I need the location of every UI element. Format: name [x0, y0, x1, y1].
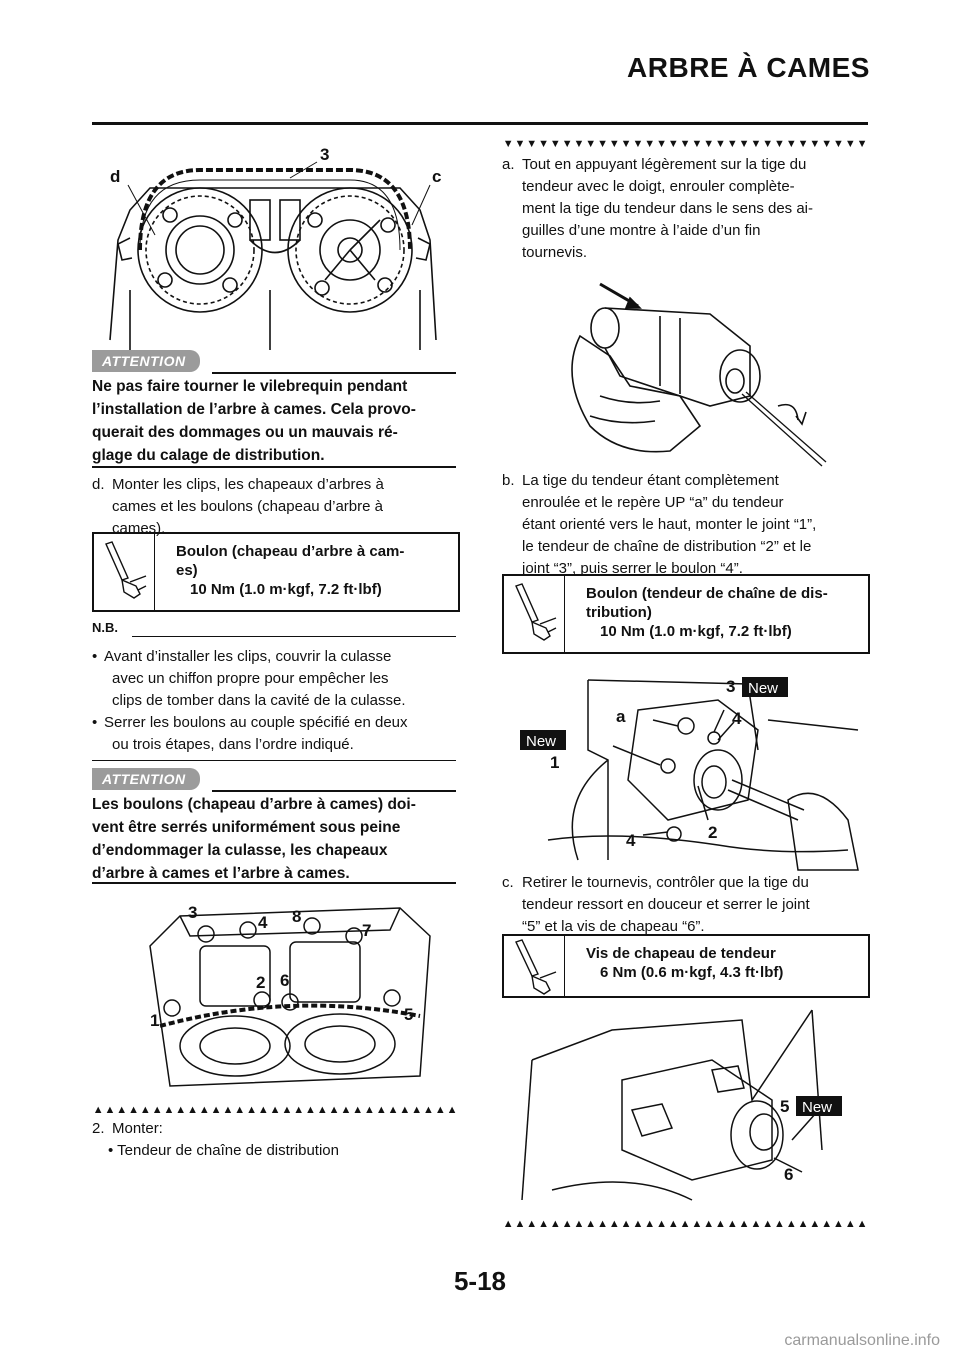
marker-triangle: ▼ — [809, 138, 820, 150]
marker-triangle: ▼ — [679, 138, 691, 150]
step-c — [502, 872, 870, 938]
marker-triangle: ▲ — [774, 1218, 785, 1230]
marker-triangle: ▲ — [364, 1104, 375, 1116]
marker-triangle: ▲ — [375, 1104, 387, 1116]
marker-triangle: ▼ — [856, 138, 867, 150]
step-a — [502, 154, 870, 264]
spec-name-line: Boulon (chapeau d’arbre à cam- — [176, 543, 405, 560]
step-line: tendeur ressort en douceur et serrer le joint — [522, 896, 810, 913]
marker-triangle: ▲ — [175, 1104, 186, 1116]
marker-triangle: ▲ — [656, 1218, 667, 1230]
spec-value: 10 Nm (1.0 m·kgf, 7.2 ft·lbf) — [600, 623, 792, 640]
marker-triangle: ▲ — [585, 1218, 596, 1230]
spec-value: 10 Nm (1.0 m·kgf, 7.2 ft·lbf) — [190, 581, 382, 598]
warning-line: d’endommager la culasse, les chapeaux — [92, 842, 388, 859]
torque-spec-box-3 — [502, 934, 870, 998]
marker-triangle: ▲ — [446, 1104, 457, 1116]
callout-3: 3 — [188, 903, 198, 922]
nb-rule-top — [132, 636, 456, 637]
warning-text — [92, 793, 456, 885]
nb-list — [92, 646, 458, 756]
marker-triangle: ▼ — [608, 138, 620, 150]
marker-triangle: ▼ — [833, 138, 844, 150]
callout-c: c — [432, 167, 442, 186]
step-line: “5” et la vis de chapeau “6”. — [522, 918, 705, 935]
marker-triangle: ▲ — [632, 1218, 643, 1230]
nb-label: N.B. — [92, 620, 118, 635]
step-label: b. — [502, 472, 515, 489]
step-line: Tout en appuyant légèrement sur la tige du — [522, 156, 807, 173]
step-title: Monter: — [112, 1120, 163, 1137]
marker-triangle: ▼ — [526, 138, 537, 150]
marker-triangle: ▲ — [151, 1104, 163, 1116]
warning-line: Les boulons (chapeau d’arbre à cames) doi- — [92, 796, 416, 813]
marker-triangle: ▲ — [514, 1218, 525, 1230]
step-line: joint “3”, puis serrer le boulon “4”. — [522, 560, 743, 577]
header-rule — [92, 122, 868, 125]
tightening-sequence-figure — [140, 896, 440, 1092]
marker-triangle: ▲ — [644, 1218, 655, 1230]
camshaft-chain-figure — [100, 140, 440, 350]
callout-5: 5 — [404, 1005, 414, 1024]
callout-3: 3 — [726, 677, 736, 696]
marker-triangle: ▲ — [210, 1104, 222, 1116]
marker-triangle: ▲ — [809, 1218, 820, 1230]
callout-2: 2 — [708, 823, 718, 842]
page-title: ARBRE À CAMES — [627, 52, 870, 83]
marker-triangle: ▲ — [538, 1218, 549, 1230]
page-number: 5-18 — [453, 1266, 507, 1296]
marker-triangle: ▲ — [257, 1104, 269, 1116]
nb-line: Serrer les boulons au couple spécifié en deux — [104, 714, 408, 731]
marker-triangle: ▲ — [269, 1104, 281, 1116]
marker-triangle: ▲ — [198, 1104, 210, 1116]
step-line: tournevis. — [522, 244, 588, 261]
callout-8: 8 — [292, 907, 302, 926]
marker-triangle: ▼ — [785, 138, 797, 150]
marker-triangle: ▲ — [163, 1104, 174, 1116]
marker-triangle: ▼ — [821, 138, 832, 150]
marker-triangle: ▲ — [340, 1104, 351, 1116]
callout-3: 3 — [320, 145, 330, 164]
marker-triangle: ▲ — [738, 1218, 750, 1230]
callout-d: d — [110, 167, 121, 186]
bullet-dot: • — [92, 648, 98, 665]
spec-name — [176, 542, 404, 599]
warning-rule-bottom — [92, 882, 456, 884]
warning-line: l’installation de l’arbre à cames. Cela provo- — [92, 401, 416, 418]
marker-triangle: ▲ — [293, 1104, 304, 1116]
warning-box-1 — [92, 350, 456, 470]
bullet-dot: • — [108, 1142, 114, 1159]
new-part-label: New — [526, 733, 557, 750]
marker-triangle: ▲ — [726, 1218, 738, 1230]
marker-triangle: ▲ — [573, 1218, 584, 1230]
step-line: cames et les boulons (chapeau d’arbre à — [112, 498, 383, 515]
marker-triangle: ▲ — [608, 1218, 620, 1230]
callout-4: 4 — [732, 709, 742, 728]
marker-triangle: ▲ — [750, 1218, 761, 1230]
marker-triangle: ▼ — [620, 138, 632, 150]
marker-triangle: ▲ — [328, 1104, 340, 1116]
new-part-label: New — [802, 1099, 833, 1116]
warning-label: ATTENTION — [92, 350, 200, 372]
marker-triangle: ▼ — [561, 138, 573, 150]
marker-triangle: ▼ — [738, 138, 750, 150]
callout-5: 5 — [780, 1097, 790, 1116]
tensioner-rewind-figure — [560, 276, 830, 466]
step-d — [92, 474, 458, 540]
end-marker-row — [92, 1104, 458, 1116]
marker-triangle: ▲ — [222, 1104, 233, 1116]
marker-triangle: ▼ — [667, 138, 679, 150]
torque-wrench-icon — [504, 576, 565, 652]
warning-line: Ne pas faire tourner le vilebrequin pendant — [92, 378, 408, 395]
marker-triangle: ▲ — [844, 1218, 856, 1230]
step-line: étant orienté vers le haut, monter le joint “1”, — [522, 516, 817, 533]
marker-triangle: ▲ — [797, 1218, 809, 1230]
nb-item — [92, 712, 458, 756]
marker-triangle: ▼ — [703, 138, 714, 150]
nb-line: ou trois étapes, dans l’ordre indiqué. — [112, 736, 354, 753]
start-marker-row — [502, 138, 868, 150]
marker-triangle: ▲ — [139, 1104, 151, 1116]
marker-triangle: ▲ — [187, 1104, 198, 1116]
marker-triangle: ▲ — [104, 1104, 115, 1116]
cap-bolt-figure — [512, 1000, 862, 1210]
step-2 — [92, 1118, 458, 1162]
spec-name-line: Vis de chapeau de tendeur — [586, 945, 776, 962]
nb-rule-bottom — [92, 760, 456, 761]
callout-6: 6 — [280, 971, 290, 990]
step-label: d. — [92, 476, 105, 493]
torque-wrench-icon — [504, 936, 565, 996]
marker-triangle: ▼ — [573, 138, 584, 150]
marker-triangle: ▼ — [656, 138, 667, 150]
marker-triangle: ▼ — [774, 138, 785, 150]
callout-1: 1 — [150, 1011, 160, 1030]
marker-triangle: ▲ — [561, 1218, 573, 1230]
marker-triangle: ▲ — [703, 1218, 714, 1230]
marker-triangle: ▲ — [411, 1104, 422, 1116]
marker-triangle: ▲ — [316, 1104, 328, 1116]
bullet-dot: • — [92, 714, 98, 731]
marker-triangle: ▲ — [128, 1104, 139, 1116]
warning-text — [92, 375, 456, 467]
step-item: Tendeur de chaîne de distribution — [117, 1142, 339, 1159]
marker-triangle: ▼ — [585, 138, 596, 150]
callout-4b: 4 — [626, 831, 636, 850]
marker-triangle: ▲ — [352, 1104, 363, 1116]
step-label: a. — [502, 156, 515, 173]
warning-line: glage du calage de distribution. — [92, 447, 325, 464]
marker-triangle: ▲ — [679, 1218, 691, 1230]
marker-triangle: ▲ — [549, 1218, 561, 1230]
step-line: Retirer le tournevis, contrôler que la tige du — [522, 874, 809, 891]
marker-triangle: ▼ — [538, 138, 549, 150]
marker-triangle: ▲ — [833, 1218, 844, 1230]
step-b — [502, 470, 870, 580]
marker-triangle: ▲ — [785, 1218, 797, 1230]
marker-triangle: ▲ — [387, 1104, 399, 1116]
marker-triangle: ▼ — [726, 138, 738, 150]
marker-triangle: ▲ — [92, 1104, 104, 1116]
warning-line: d’arbre à cames et l’arbre à cames. — [92, 865, 350, 882]
marker-triangle: ▼ — [502, 138, 514, 150]
spec-name-line: Boulon (tendeur de chaîne de dis- — [586, 585, 828, 602]
nb-line: avec un chiffon propre pour empêcher les — [112, 670, 389, 687]
marker-triangle: ▲ — [305, 1104, 316, 1116]
marker-triangle: ▼ — [797, 138, 809, 150]
marker-triangle: ▲ — [423, 1104, 434, 1116]
nb-line: Avant d’installer les clips, couvrir la culasse — [104, 648, 392, 665]
marker-triangle: ▲ — [502, 1218, 514, 1230]
torque-spec-box-1 — [92, 532, 460, 612]
callout-2: 2 — [256, 973, 266, 992]
new-part-label: New — [748, 680, 779, 697]
marker-triangle: ▲ — [762, 1218, 773, 1230]
spec-name — [586, 584, 828, 641]
marker-triangle: ▼ — [644, 138, 655, 150]
warning-rule-bottom — [92, 466, 456, 468]
end-marker-row — [502, 1218, 868, 1230]
step-line: Monter les clips, les chapeaux d’arbres à — [112, 476, 384, 493]
callout-6: 6 — [784, 1165, 794, 1184]
marker-triangle: ▼ — [762, 138, 773, 150]
marker-triangle: ▼ — [514, 138, 525, 150]
tensioner-install-figure — [518, 670, 868, 870]
torque-wrench-icon — [94, 534, 155, 610]
nb-item — [92, 646, 458, 712]
spec-name — [586, 944, 783, 982]
marker-triangle: ▲ — [856, 1218, 867, 1230]
step-line: le tendeur de chaîne de distribution “2” et le — [522, 538, 812, 555]
marker-triangle: ▼ — [549, 138, 561, 150]
watermark: carmanualsonline.info — [784, 1332, 940, 1349]
marker-triangle: ▲ — [399, 1104, 410, 1116]
marker-triangle: ▼ — [844, 138, 856, 150]
step-line: ment la tige du tendeur dans le sens des ai- — [522, 200, 814, 217]
spec-name-line: tribution) — [586, 604, 652, 621]
marker-triangle: ▲ — [234, 1104, 245, 1116]
warning-rule-top — [212, 790, 456, 792]
marker-triangle: ▼ — [597, 138, 608, 150]
marker-triangle: ▼ — [691, 138, 702, 150]
marker-triangle: ▼ — [750, 138, 761, 150]
marker-triangle: ▲ — [821, 1218, 832, 1230]
marker-triangle: ▲ — [526, 1218, 537, 1230]
marker-triangle: ▼ — [715, 138, 726, 150]
marker-triangle: ▲ — [715, 1218, 726, 1230]
marker-triangle: ▲ — [246, 1104, 257, 1116]
spec-value: 6 Nm (0.6 m·kgf, 4.3 ft·lbf) — [600, 964, 784, 981]
warning-line: vent être serrés uniformément sous peine — [92, 819, 401, 836]
torque-spec-box-2 — [502, 574, 870, 654]
callout-4: 4 — [258, 913, 268, 932]
marker-triangle: ▼ — [632, 138, 643, 150]
callout-7: 7 — [362, 921, 372, 940]
warning-line: querait des dommages ou un mauvais ré- — [92, 424, 398, 441]
marker-triangle: ▲ — [434, 1104, 446, 1116]
marker-triangle: ▲ — [116, 1104, 127, 1116]
callout-a: a — [616, 707, 626, 726]
step-line: enroulée et le repère UP “a” du tendeur — [522, 494, 784, 511]
marker-triangle: ▲ — [281, 1104, 292, 1116]
warning-rule-top — [212, 372, 456, 374]
spec-name-line: es) — [176, 562, 198, 579]
marker-triangle: ▲ — [667, 1218, 679, 1230]
step-line: La tige du tendeur étant complètement — [522, 472, 779, 489]
marker-triangle: ▲ — [691, 1218, 702, 1230]
step-line: cames). — [112, 520, 166, 537]
step-line: tendeur avec le doigt, enrouler complète- — [522, 178, 795, 195]
warning-label: ATTENTION — [92, 768, 200, 790]
marker-triangle: ▲ — [597, 1218, 608, 1230]
step-label: 2. — [92, 1120, 105, 1137]
step-label: c. — [502, 874, 514, 891]
marker-triangle: ▲ — [620, 1218, 632, 1230]
nb-line: clips de tomber dans la cavité de la culasse. — [112, 692, 406, 709]
callout-1: 1 — [550, 753, 560, 772]
warning-box-2 — [92, 768, 456, 886]
step-line: guilles d’une montre à l’aide d’un fin — [522, 222, 761, 239]
